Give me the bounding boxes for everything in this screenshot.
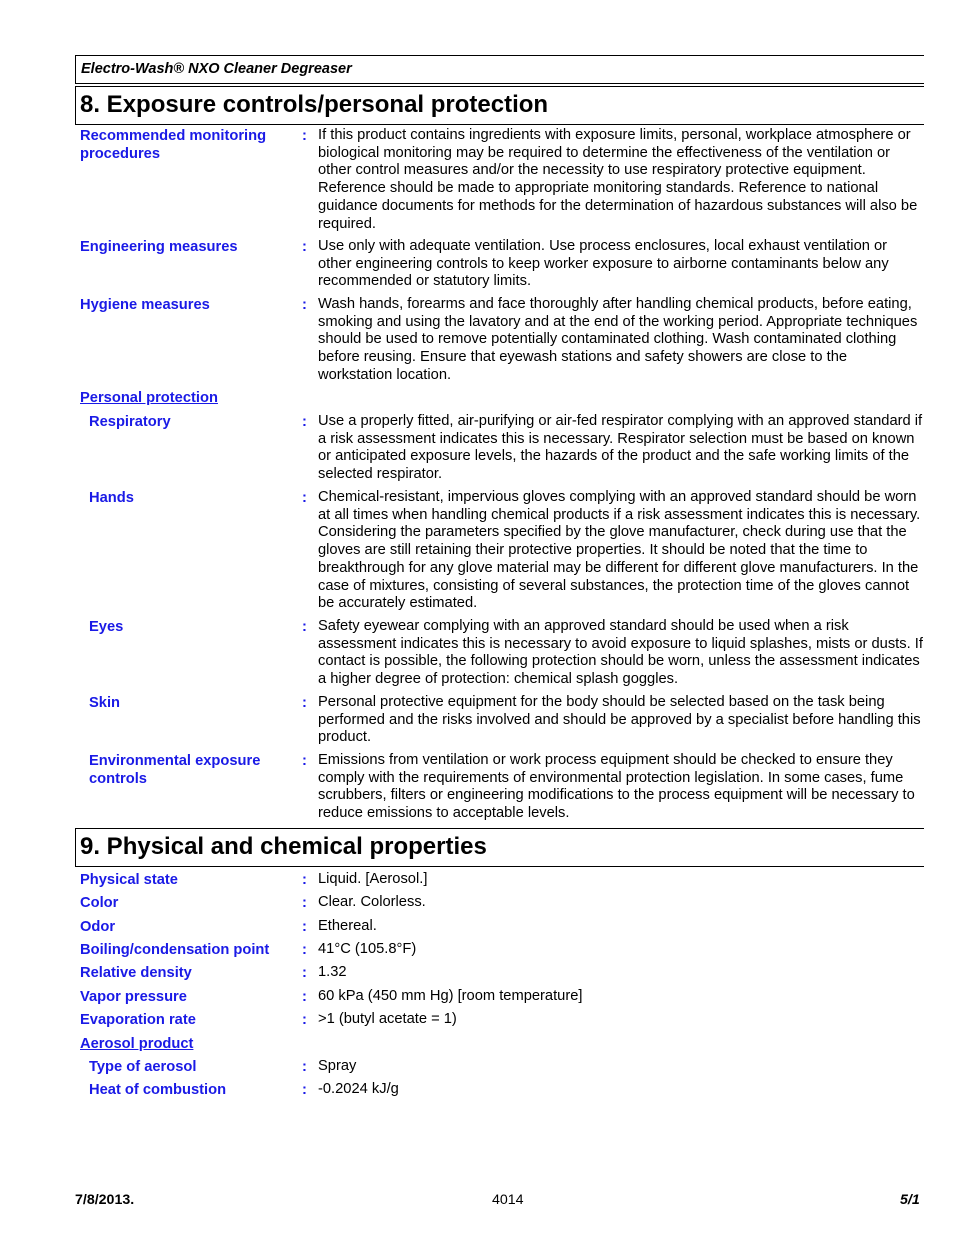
colon: : <box>302 753 307 769</box>
colon: : <box>302 1082 307 1098</box>
skin-label: Skin <box>89 695 121 711</box>
aerosol-type-value: Spray <box>318 1058 357 1074</box>
physical-state-value: Liquid. [Aerosol.] <box>318 871 428 887</box>
footer-date: 7/8/2013. <box>75 1192 135 1208</box>
monitoring-value: If this product contains ingredients with exposure limits, personal, workplace atmosphere or biological monitoring may be required to determine the effectiveness of the ventilation or other control measures and/or the necessity to use respiratory protective equipment. Reference should be made to appropriate monitoring standards. Reference to national guidance documents for methods for the determination of hazardous substances will also be required. <box>318 127 918 232</box>
colon: : <box>302 128 307 144</box>
section-8-heading <box>75 86 924 125</box>
section-9-title: 9. Physical and chemical properties <box>80 833 487 860</box>
aerosol-type-label: Type of aerosol <box>89 1059 197 1075</box>
odor-label: Odor <box>80 919 116 935</box>
respiratory-label: Respiratory <box>89 414 171 430</box>
colon: : <box>302 1059 307 1075</box>
vapor-pressure-label: Vapor pressure <box>80 989 187 1005</box>
colon: : <box>302 919 307 935</box>
vapor-pressure-value: 60 kPa (450 mm Hg) [room temperature] <box>318 988 583 1004</box>
colon: : <box>302 895 307 911</box>
colon: : <box>302 414 307 430</box>
footer-page-number: 5/1 <box>900 1192 920 1208</box>
odor-value: Ethereal. <box>318 918 377 934</box>
colon: : <box>302 872 307 888</box>
product-name: Electro-Wash® NXO Cleaner Degreaser <box>81 61 352 77</box>
hygiene-label: Hygiene measures <box>80 297 210 313</box>
document-header <box>75 55 924 84</box>
heat-of-combustion-label: Heat of combustion <box>89 1082 227 1098</box>
environmental-label: Environmental exposure controls <box>89 753 261 787</box>
footer-code: 4014 <box>492 1192 524 1208</box>
environmental-value: Emissions from ventilation or work process equipment should be checked to ensure they comply with the requirements of environmental protection legislation. In some cases, fume scrubbers, filters or engineering modifications to the process equipment will be necessary to reduce emissions to acceptable levels. <box>318 752 915 822</box>
colon: : <box>302 297 307 313</box>
colon: : <box>302 239 307 255</box>
boiling-point-value: 41°C (105.8°F) <box>318 941 417 957</box>
color-value: Clear. Colorless. <box>318 894 426 910</box>
aerosol-product-link[interactable]: Aerosol product <box>80 1036 194 1052</box>
engineering-label: Engineering measures <box>80 239 238 255</box>
respiratory-value: Use a properly fitted, air-purifying or air-fed respirator complying with an approved standard if a risk assessment indicates this is necessary. Respirator selection must be based on known or anticipated exposure levels, the hazards of the product and the safe working limits of the selected respirator. <box>318 413 923 483</box>
colon: : <box>302 490 307 506</box>
colon: : <box>302 695 307 711</box>
colon: : <box>302 942 307 958</box>
relative-density-label: Relative density <box>80 965 192 981</box>
evaporation-rate-value: >1 (butyl acetate = 1) <box>318 1011 457 1027</box>
skin-value: Personal protective equipment for the body should be selected based on the task being performed and the risks involved and should be approved by a specialist before handling this product. <box>318 694 921 746</box>
boiling-point-label: Boiling/condensation point <box>80 942 270 958</box>
eyes-value: Safety eyewear complying with an approved standard should be used when a risk assessment indicates this is necessary to avoid exposure to liquid splashes, mists or dusts. If contact is possible, the following protection should be worn, unless the assessment indicates a higher degree of protection: chemical splash goggles. <box>318 618 923 688</box>
heat-of-combustion-value: -0.2024 kJ/g <box>318 1081 399 1097</box>
physical-state-label: Physical state <box>80 872 178 888</box>
engineering-value: Use only with adequate ventilation. Use process enclosures, local exhaust ventilation or other engineering controls to keep worker exposure to airborne contaminants below any recommended or statutory limits. <box>318 238 889 290</box>
hands-label: Hands <box>89 490 134 506</box>
colon: : <box>302 619 307 635</box>
personal-protection-link[interactable]: Personal protection <box>80 390 218 406</box>
colon: : <box>302 1012 307 1028</box>
section-8-title: 8. Exposure controls/personal protection <box>80 91 549 118</box>
section-9-heading <box>75 828 924 867</box>
colon: : <box>302 965 307 981</box>
relative-density-value: 1.32 <box>318 964 347 980</box>
color-label: Color <box>80 895 119 911</box>
monitoring-label: Recommended monitoring procedures <box>80 128 267 162</box>
colon: : <box>302 989 307 1005</box>
hands-value: Chemical-resistant, impervious gloves complying with an approved standard should be worn at all times when handling chemical products if a risk assessment indicates this is necessary. Considering the parameters specified by the glove manufacturer, check during use that the gloves are still retaining their protective properties. It should be noted that the time to breakthrough for any glove material may be different for different glove manufacturers. In the case of mixtures, consisting of several substances, the protection time of the gloves cannot be accurately estimated. <box>318 489 921 612</box>
hygiene-value: Wash hands, forearms and face thoroughly after handling chemical products, before eating, smoking and using the lavatory and at the end of the working period. Appropriate techniques should be used to remove potentially contaminated clothing. Wash contaminated clothing before reusing. Ensure that eyewash stations and safety showers are close to the workstation location. <box>318 296 918 383</box>
eyes-label: Eyes <box>89 619 124 635</box>
evaporation-rate-label: Evaporation rate <box>80 1012 196 1028</box>
